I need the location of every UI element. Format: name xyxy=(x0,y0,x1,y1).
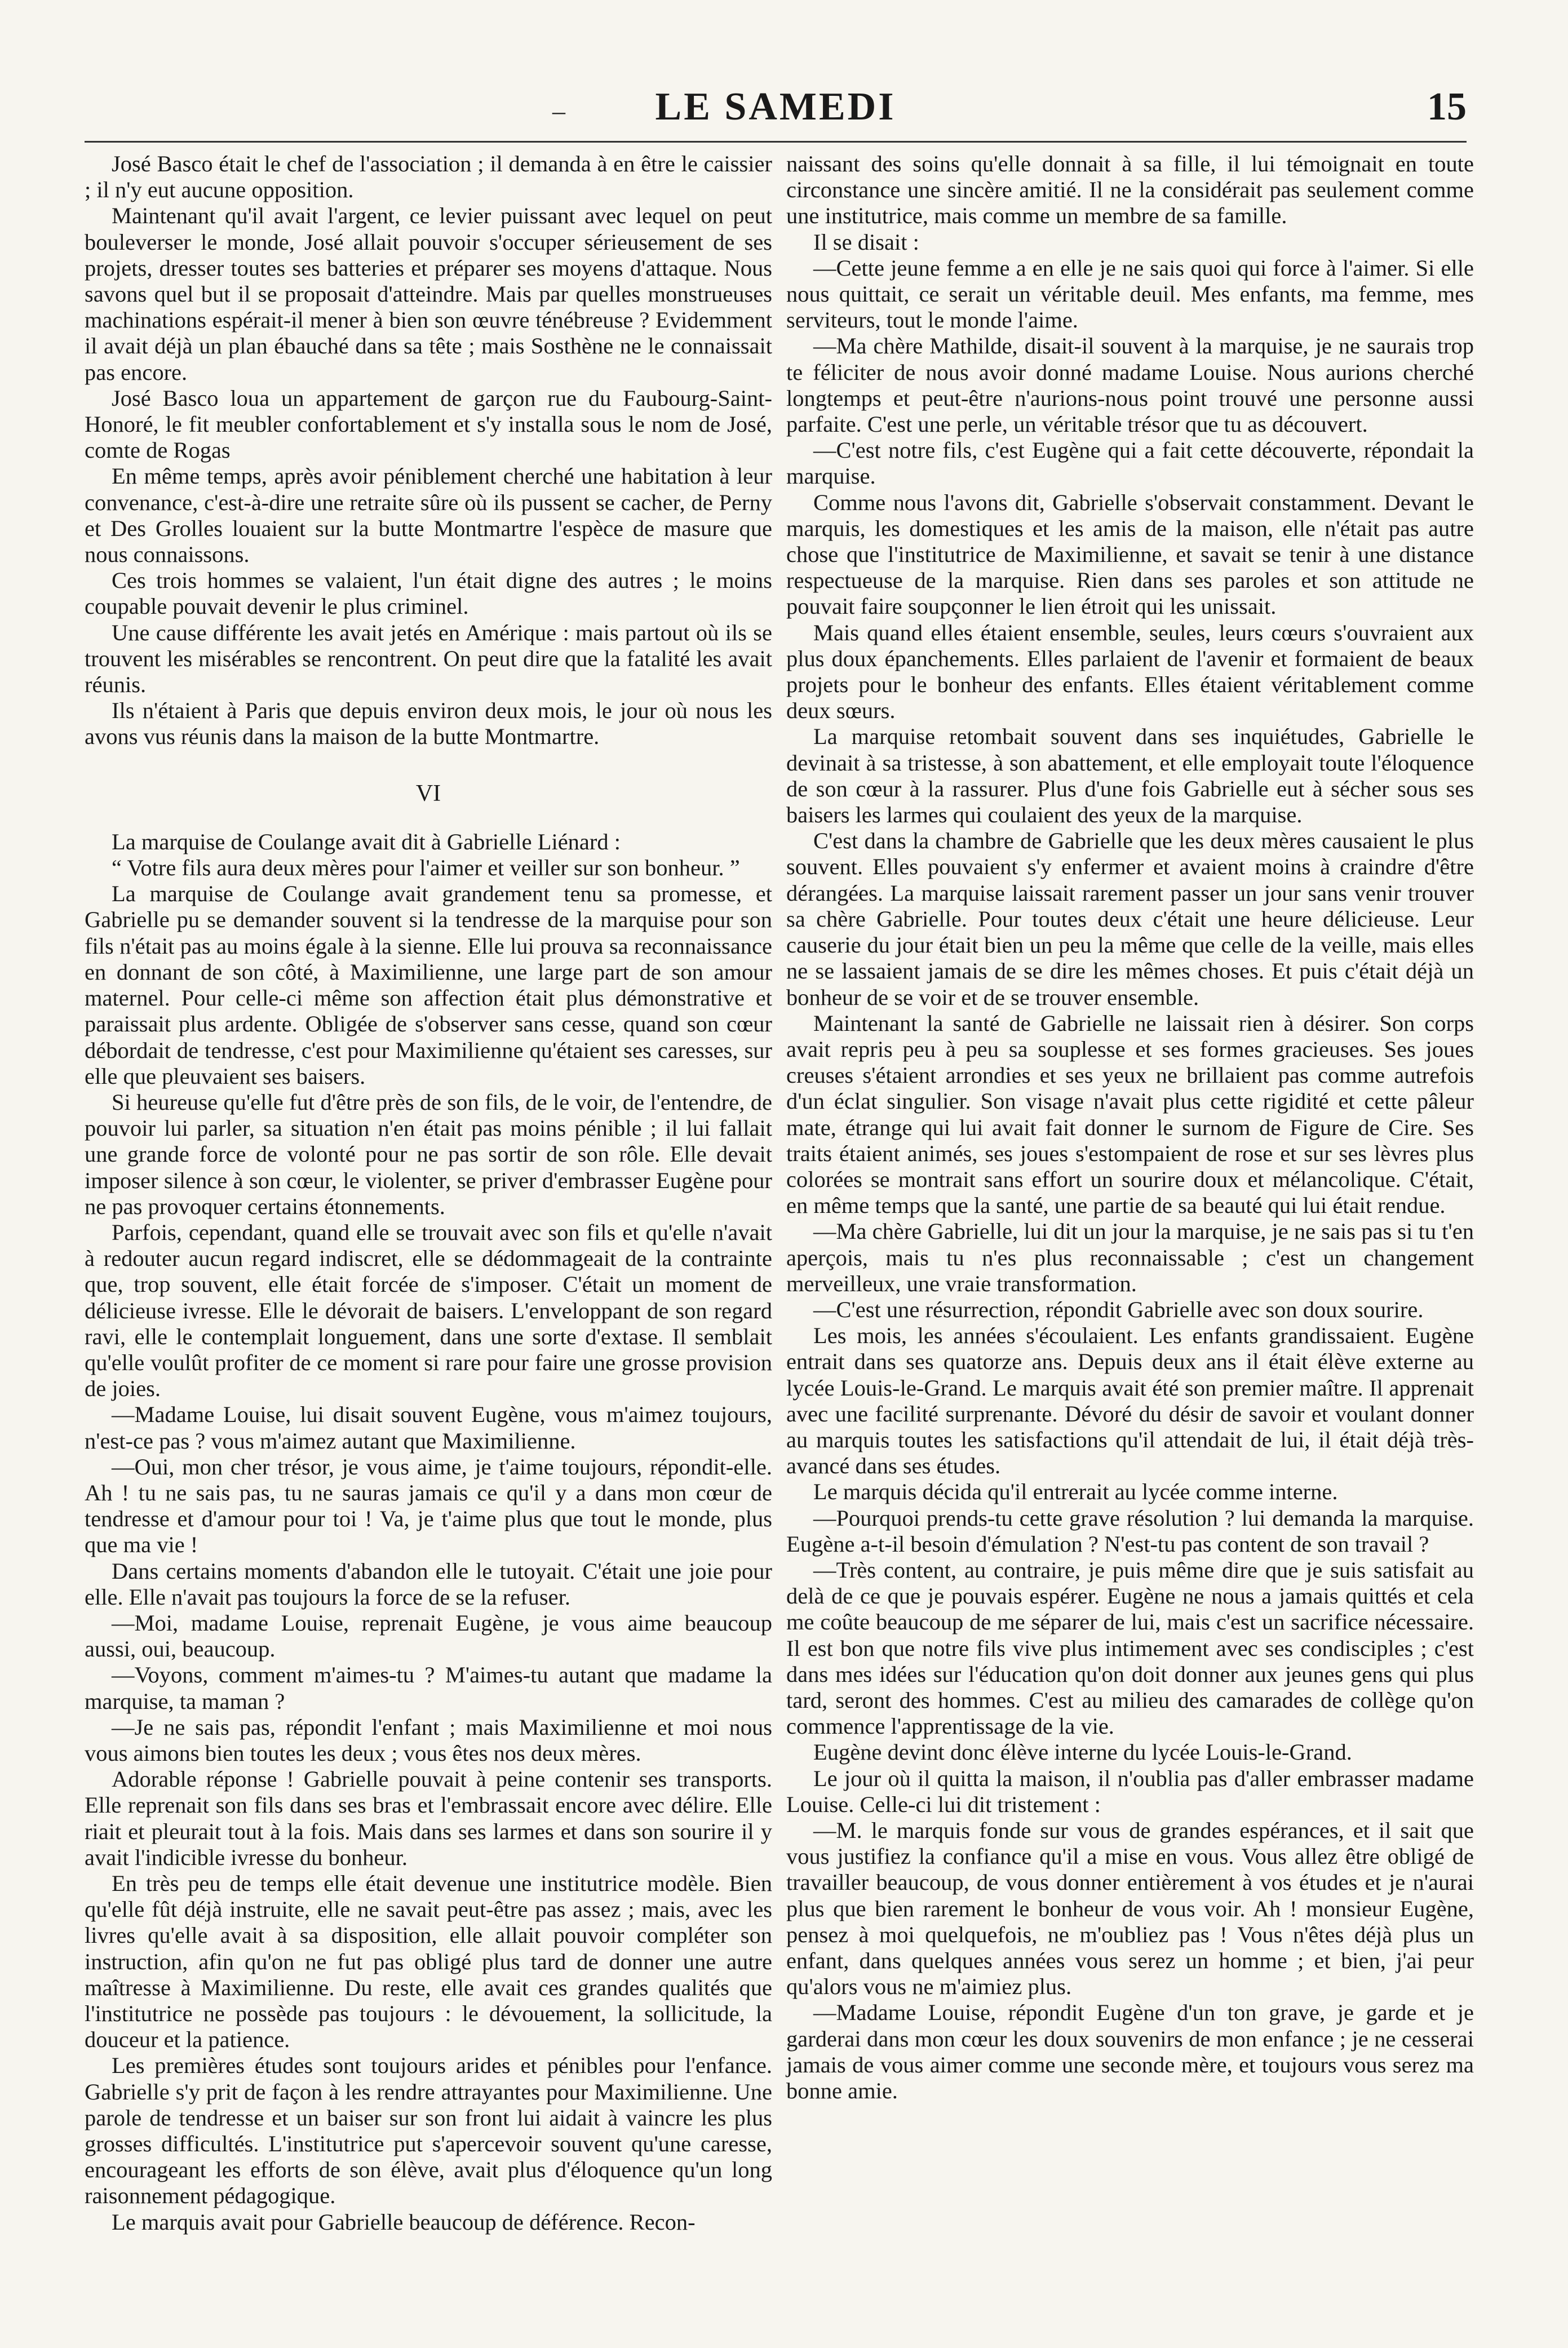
paragraph: José Basco était le chef de l'association ; il demanda à en être le caissier ; il n'y eut aucune opposition. xyxy=(85,151,772,203)
paragraph: Dans certains moments d'abandon elle le tutoyait. C'était une joie pour elle. Elle n'avait pas toujours la force de se la refuser. xyxy=(85,1558,772,1610)
paragraph: —Je ne sais pas, répondit l'enfant ; mais Maximilienne et moi nous vous aimons bien toutes les deux ; vous êtes nos deux mères. xyxy=(85,1714,772,1766)
left-column xyxy=(85,151,772,2235)
paragraph: Parfois, cependant, quand elle se trouvait avec son fils et qu'elle n'avait à redouter aucun regard indiscret, elle se dédommageait de la contrainte que, trop souvent, elle était forcée de s'imposer. C'était un moment de délicieuse ivresse. Elle le dévorait de baisers. L'enveloppant de son regard ravi, elle le contemplait longuement, dans une sorte d'extase. Il semblait qu'elle voulût profiter de ce moment si rare pour faire une grosse provision de joies. xyxy=(85,1219,772,1402)
paragraph: —Pourquoi prends-tu cette grave résolution ? lui demanda la marquise. Eugène a-t-il besoin d'émulation ? N'est-tu pas content de son travail ? xyxy=(786,1505,1474,1557)
paragraph: Eugène devint donc élève interne du lycée Louis-le-Grand. xyxy=(813,1739,1352,1765)
paragraph: C'est dans la chambre de Gabrielle que les deux mères causaient le plus souvent. Elles pouvaient s'y enfermer et avaient moins à craindre d'être dérangées. La marquise laissait rarement passer un jour sans venir trouver sa chère Gabrielle. Pour toutes deux c'était une heure délicieuse. Leur causerie du jour était bien un peu la même que celle de la veille, mais elles ne se lassaient jamais de se dire les mêmes choses. Et puis c'était déjà un bonheur de se voir et de se trouver ensemble. xyxy=(786,828,1474,1010)
paragraph: —C'est notre fils, c'est Eugène qui a fait cette découverte, répondait la marquise. xyxy=(786,437,1474,489)
paragraph: naissant des soins qu'elle donnait à sa fille, il lui témoignait en toute circonstance une sincère amitié. Il ne la considérait pas seulement comme une institutrice, mais comme un membre de sa famille. xyxy=(786,151,1474,229)
paragraph: Une cause différente les avait jetés en Amérique : mais partout où ils se trouvent les misérables se rencontrent. On peut dire que la fatalité les avait réunis. xyxy=(85,619,772,698)
paragraph: Le marquis décida qu'il entrerait au lycée comme interne. xyxy=(813,1479,1338,1505)
paragraph: —Très content, au contraire, je puis même dire que je suis satisfait au delà de ce que je pouvais espérer. Eugène ne nous a jamais quittés et cela me coûte beaucoup de me séparer de lui, mais c'est un sacrifice nécessaire. Il est bon que notre fils vive plus intimement avec ses condisciples ; c'est dans mes idées sur l'éducation qu'on doit donner aux jeunes gens qui plus tard, seront des hommes. C'est au milieu des camarades de collège qu'on commence l'apprentissage de la vie. xyxy=(786,1557,1474,1739)
paragraph: —M. le marquis fonde sur vous de grandes espérances, et il sait que vous justifiez la confiance qu'il a mise en vous. Vous allez être obligé de travailler beaucoup, de vous donner entièrement à vos études et je n'aurai plus que bien rarement le bonheur de vous voir. Ah ! monsieur Eugène, pensez à moi quelquefois, ne m'oubliez pas ! Vous n'êtes déjà plus un enfant, dans quelques années vous serez un homme ; et bien, j'ai peur qu'alors vous ne m'aimiez plus. xyxy=(786,1818,1474,2000)
paragraph: Le jour où il quitta la maison, il n'oublia pas d'aller embrasser madame Louise. Celle-ci lui dit tristement : xyxy=(786,1765,1474,1817)
paragraph: Les premières études sont toujours arides et pénibles pour l'enfance. Gabrielle s'y prit de façon à les rendre attrayantes pour Maximilienne. Une parole de tendresse et un baiser sur son front lui aidait à vaincre les plus grosses difficultés. L'institutrice put s'apercevoir souvent qu'une caresse, encourageant les efforts de son élève, avait plus d'éloquence qu'un long raisonnement pédagogique. xyxy=(85,2053,772,2209)
page-header xyxy=(85,85,1467,130)
paragraph: —C'est une résurrection, répondit Gabrielle avec son doux sourire. xyxy=(813,1296,1424,1322)
paragraph: —Voyons, comment m'aimes-tu ? M'aimes-tu autant que madame la marquise, ta maman ? xyxy=(85,1662,772,1714)
paragraph: Les mois, les années s'écoulaient. Les enfants grandissaient. Eugène entrait dans ses quatorze ans. Depuis deux ans il était élève externe au lycée Louis-le-Grand. Le marquis avait été son premier maître. Il apprenait avec une facilité surprenante. Dévoré du désir de savoir et voulant donner au marquis toutes les satisfactions qu'il attendait de lui, il était déjà très-avancé dans ses études. xyxy=(786,1323,1474,1479)
paragraph: —Ma chère Gabrielle, lui dit un jour la marquise, je ne sais pas si tu t'en aperçois, mais tu n'es plus reconnaissable ; c'est un changement merveilleux, une vraie transformation. xyxy=(786,1219,1474,1296)
paragraph: Mais quand elles étaient ensemble, seules, leurs cœurs s'ouvraient aux plus doux épanchements. Elles parlaient de l'avenir et formaient de beaux projets pour le bonheur des enfants. Elles étaient véritablement comme deux sœurs. xyxy=(786,619,1474,724)
paragraph: Ils n'étaient à Paris que depuis environ deux mois, le jour où nous les avons vus réunis dans la maison de la butte Montmartre. xyxy=(85,698,772,750)
publication-title: LE SAMEDI xyxy=(655,85,896,129)
right-column xyxy=(786,151,1474,2104)
section-number: VI xyxy=(415,780,441,807)
paragraph: Maintenant la santé de Gabrielle ne laissait rien à désirer. Son corps avait repris peu à peu sa souplesse et ses formes gracieuses. Ses joues creuses s'étaient arrondies et ses yeux ne brillaient pas comme autrefois d'un éclat singulier. Son visage n'avait plus cette rigidité et cette pâleur mate, étrange qui lui avait fait donner le surnom de Figure de Cire. Ses traits étaient animés, ses joues s'estompaient de rose et sur ses lèvres plus colorées se montrait sans effort un sourire doux et mélancolique. C'était, en même temps que la santé, une partie de sa beauté qui lui était rendue. xyxy=(786,1010,1474,1219)
header-dash: – xyxy=(552,96,565,125)
page-number: 15 xyxy=(1427,85,1467,129)
paragraph: Il se disait : xyxy=(813,229,919,255)
paragraph: En très peu de temps elle était devenue une institutrice modèle. Bien qu'elle fût déjà instruite, elle ne savait peut-être pas assez ; mais, avec les livres qu'elle avait à sa disposition, elle allait pouvoir compléter son instruction, afin qu'on ne fut pas obligé plus tard de donner une autre maîtresse à Maximilienne. Du reste, elle avait ces grandes qualités que l'institutrice ne possède pas toujours : le dévouement, la sollicitude, la douceur et la patience. xyxy=(85,1871,772,2053)
header-rule xyxy=(85,141,1467,143)
paragraph: —Madame Louise, lui disait souvent Eugène, vous m'aimez toujours, n'est-ce pas ? vous m'aimez autant que Maximilienne. xyxy=(85,1402,772,1454)
paragraph: Maintenant qu'il avait l'argent, ce levier puissant avec lequel on peut bouleverser le monde, José allait pouvoir s'occuper sérieusement de ses projets, dresser toutes ses batteries et préparer ses moyens d'attaque. Nous savons quel but il se proposait d'atteindre. Mais par quelles monstrueuses machinations espérait-il mener à bien son œuvre ténébreuse ? Evidemment il avait déjà un plan ébauché dans sa tête ; mais Sosthène ne le connaissait pas encore. xyxy=(85,203,772,385)
paragraph: —Ma chère Mathilde, disait-il souvent à la marquise, je ne saurais trop te féliciter de nous avoir donné madame Louise. Nous aurions cherché longtemps et peut-être n'aurions-nous point trouvé une personne aussi parfaite. C'est une perle, un véritable trésor que tu as découvert. xyxy=(786,333,1474,437)
paragraph: Comme nous l'avons dit, Gabrielle s'observait constamment. Devant le marquis, les domestiques et les amis de la maison, elle n'était pas autre chose que l'institutrice de Maximilienne, et savait se tenir à une distance respectueuse de la marquise. Rien dans ses paroles et son attitude ne pouvait faire soupçonner le lien étroit qui les unissait. xyxy=(786,489,1474,619)
paragraph: —Cette jeune femme a en elle je ne sais quoi qui force à l'aimer. Si elle nous quittait, ce serait un véritable deuil. Mes enfants, ma femme, mes serviteurs, tout le monde l'aime. xyxy=(786,255,1474,333)
paragraph: Le marquis avait pour Gabrielle beaucoup de déférence. Recon- xyxy=(112,2209,696,2235)
paragraph: La marquise de Coulange avait grandement tenu sa promesse, et Gabrielle pu se demander souvent si la tendresse de la marquise pour son fils n'était pas au moins égale à la sienne. Elle lui prouva sa reconnaissance en donnant de son côté, à Maximilienne, une large part de son amour maternel. Pour celle-ci même son affection était plus démonstrative et paraissait plus ardente. Obligée de s'observer sans cesse, quand son cœur débordait de tendresse, c'est pour Maximilienne qu'étaient ses caresses, sur elle que pleuvaient ses baisers. xyxy=(85,881,772,1089)
paragraph: Ces trois hommes se valaient, l'un était digne des autres ; le moins coupable pouvait devenir le plus criminel. xyxy=(85,568,772,619)
paragraph: José Basco loua un appartement de garçon rue du Faubourg-Saint-Honoré, le fit meubler confortablement et s'y installa sous le nom de José, comte de Rogas xyxy=(85,385,772,463)
paragraph: La marquise de Coulange avait dit à Gabrielle Liénard : xyxy=(112,829,621,854)
paragraph: La marquise retombait souvent dans ses inquiétudes, Gabrielle le devinait à sa tristesse, à son abattement, et elle employait toute l'éloquence de son cœur à la rassurer. Plus d'une fois Gabrielle eut à sécher sous ses baisers les larmes qui coulaient des yeux de la marquise. xyxy=(786,724,1474,828)
paragraph: —Madame Louise, répondit Eugène d'un ton grave, je garde et je garderai dans mon cœur les doux souvenirs de mon enfance ; je ne cesserai jamais de vous aimer comme une seconde mère, et toujours vous serez ma bonne amie. xyxy=(786,2000,1474,2104)
paragraph: Si heureuse qu'elle fut d'être près de son fils, de le voir, de l'entendre, de pouvoir lui parler, sa situation n'en était pas moins pénible ; il lui fallait une grande force de volonté pour ne pas sortir de son rôle. Elle devait imposer silence à son cœur, le violenter, se priver d'embrasser Eugène pour ne pas provoquer certains étonnements. xyxy=(85,1089,772,1219)
paragraph: Adorable réponse ! Gabrielle pouvait à peine contenir ses transports. Elle reprenait son fils dans ses bras et l'embrassait encore avec délire. Elle riait et pleurait tout à la fois. Mais dans ses larmes et dans son sourire il y avait l'indicible ivresse du bonheur. xyxy=(85,1766,772,1870)
paragraph: En même temps, après avoir péniblement cherché une habitation à leur convenance, c'est-à-dire une retraite sûre où ils pussent se cacher, de Perny et Des Grolles louaient sur la butte Montmartre l'espèce de masure que nous connaissons. xyxy=(85,463,772,568)
quote: “ Votre fils aura deux mères pour l'aimer et veiller sur son bonheur. ” xyxy=(112,855,740,881)
paragraph: —Moi, madame Louise, reprenait Eugène, je vous aime beaucoup aussi, oui, beaucoup. xyxy=(85,1610,772,1662)
paragraph: —Oui, mon cher trésor, je vous aime, je t'aime toujours, répondit-elle. Ah ! tu ne sais pas, tu ne sauras jamais ce qu'il y a dans mon cœur de tendresse et d'amour pour toi ! Va, je t'aime plus que tout le monde, plus que ma vie ! xyxy=(85,1454,772,1558)
